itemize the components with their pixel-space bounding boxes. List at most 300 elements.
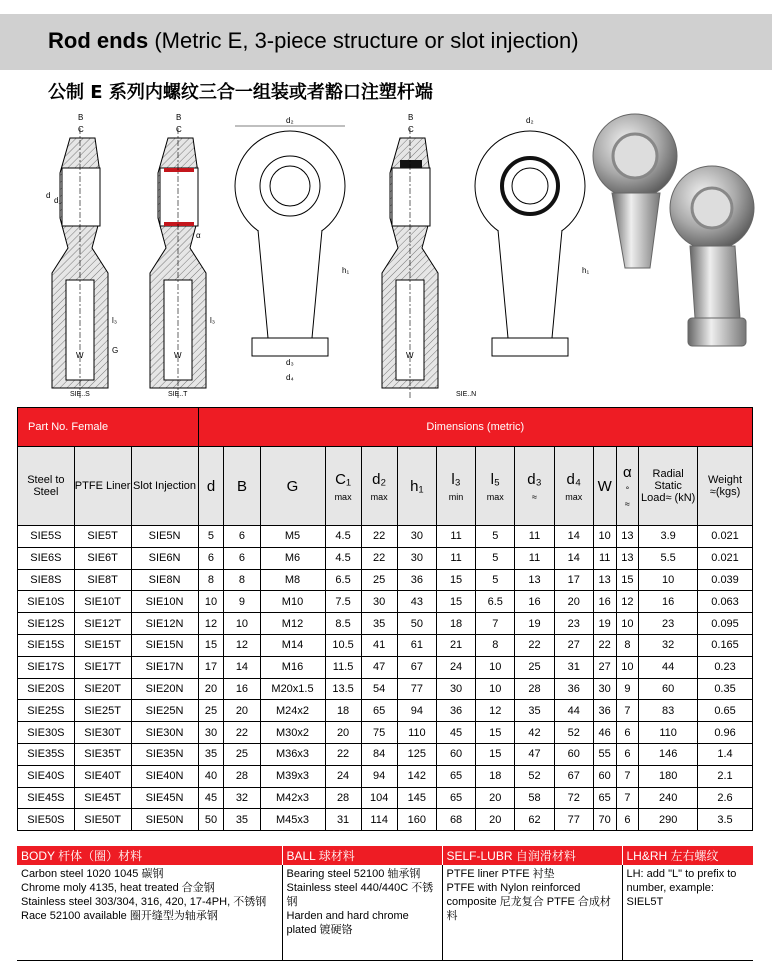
table-cell: 8.5 xyxy=(325,613,361,635)
part-no-header: Part No. Female xyxy=(18,408,199,447)
table-cell: 110 xyxy=(397,722,436,744)
table-cell: 125 xyxy=(397,743,436,765)
table-cell: 13 xyxy=(616,547,639,569)
table-row xyxy=(18,591,753,613)
table-cell: M5 xyxy=(260,526,325,548)
caption-s: SIE..S xyxy=(70,391,90,398)
table-cell: SIE17S xyxy=(18,656,75,678)
table-cell: M14 xyxy=(260,634,325,656)
table-cell: SIE6S xyxy=(18,547,75,569)
table-row xyxy=(18,547,753,569)
table-cell: 22 xyxy=(515,634,554,656)
col-ptfe: PTFE Liner xyxy=(74,447,131,526)
table-cell: 15 xyxy=(198,634,224,656)
table-cell: 5 xyxy=(476,547,515,569)
label-b: B xyxy=(176,113,182,122)
table-cell: SIE40N xyxy=(131,765,198,787)
table-cell: 60 xyxy=(436,743,475,765)
table-cell: 24 xyxy=(325,765,361,787)
table-cell: 25 xyxy=(198,700,224,722)
ball-material-text: Bearing steel 52100 轴承钢 Stainless steel 440/440C 不锈钢 Harden and hard chrome plated 镀硬铬 xyxy=(282,865,442,960)
table-cell: 7 xyxy=(616,765,639,787)
table-cell: M10 xyxy=(260,591,325,613)
table-cell: 10 xyxy=(224,613,260,635)
table-cell: 55 xyxy=(593,743,616,765)
table-cell: 11.5 xyxy=(325,656,361,678)
table-cell: 41 xyxy=(361,634,397,656)
table-cell: 0.23 xyxy=(698,656,753,678)
label-c: C xyxy=(176,125,182,134)
label-d2: d₂ xyxy=(526,116,534,125)
table-cell: SIE6T xyxy=(74,547,131,569)
table-cell: 10 xyxy=(593,526,616,548)
table-cell: 20 xyxy=(476,787,515,809)
lhrh-text: LH: add "L" to prefix to number, example: SIEL5T xyxy=(622,865,753,960)
table-cell: 28 xyxy=(224,765,260,787)
table-cell: 0.095 xyxy=(698,613,753,635)
product-photo xyxy=(593,114,754,346)
table-cell: 10 xyxy=(198,591,224,613)
table-cell: 9 xyxy=(224,591,260,613)
table-cell: 12 xyxy=(476,700,515,722)
table-cell: 30 xyxy=(198,722,224,744)
column-headers xyxy=(18,447,753,526)
table-cell: SIE10S xyxy=(18,591,75,613)
table-cell: 23 xyxy=(554,613,593,635)
table-cell: 27 xyxy=(593,656,616,678)
table-cell: 0.021 xyxy=(698,547,753,569)
table-cell: SIE25T xyxy=(74,700,131,722)
table-row xyxy=(18,809,753,831)
table-cell: 22 xyxy=(361,526,397,548)
table-cell: 36 xyxy=(436,700,475,722)
table-cell: 45 xyxy=(436,722,475,744)
table-cell: SIE20N xyxy=(131,678,198,700)
table-cell: 52 xyxy=(515,765,554,787)
table-cell: 20 xyxy=(554,591,593,613)
table-cell: 0.96 xyxy=(698,722,753,744)
table-cell: 6 xyxy=(224,547,260,569)
table-cell: 7 xyxy=(476,613,515,635)
table-cell: 22 xyxy=(325,743,361,765)
table-cell: 11 xyxy=(436,547,475,569)
table-cell: SIE30N xyxy=(131,722,198,744)
table-cell: 45 xyxy=(198,787,224,809)
table-row xyxy=(18,656,753,678)
table-cell: 0.35 xyxy=(698,678,753,700)
col-load: Radial Static Load≈ (kN) xyxy=(639,447,698,526)
table-cell: 54 xyxy=(361,678,397,700)
table-cell: SIE5S xyxy=(18,526,75,548)
table-row xyxy=(18,613,753,635)
table-cell: 47 xyxy=(361,656,397,678)
table-cell: 16 xyxy=(224,678,260,700)
label-c: C xyxy=(78,125,84,134)
table-cell: 2.6 xyxy=(698,787,753,809)
label-alpha: α xyxy=(196,231,201,240)
table-cell: 13 xyxy=(515,569,554,591)
lhrh-title: LH&RH 左右螺纹 xyxy=(622,846,753,865)
table-cell: 145 xyxy=(397,787,436,809)
table-cell: SIE12S xyxy=(18,613,75,635)
table-cell: M45x3 xyxy=(260,809,325,831)
table-cell: M6 xyxy=(260,547,325,569)
table-cell: 0.063 xyxy=(698,591,753,613)
label-w: W xyxy=(174,351,182,360)
table-cell: SIE40T xyxy=(74,765,131,787)
label-d1: d₁ xyxy=(54,196,62,205)
table-cell: 13 xyxy=(593,569,616,591)
col-d4: d₄ max xyxy=(554,447,593,526)
table-row xyxy=(18,722,753,744)
label-l3: l₃ xyxy=(112,316,118,325)
table-cell: 35 xyxy=(224,809,260,831)
table-cell: 27 xyxy=(554,634,593,656)
label-g: G xyxy=(112,346,119,355)
body-material-title: BODY 杆体（圈）材料 xyxy=(17,846,282,865)
table-cell: 58 xyxy=(515,787,554,809)
table-cell: 20 xyxy=(476,809,515,831)
table-cell: 6 xyxy=(616,809,639,831)
col-d: d xyxy=(198,447,224,526)
table-cell: 14 xyxy=(224,656,260,678)
table-cell: 6 xyxy=(198,547,224,569)
table-cell: 4.5 xyxy=(325,526,361,548)
table-cell: 22 xyxy=(593,634,616,656)
table-cell: M12 xyxy=(260,613,325,635)
ball-material-title: BALL 球材料 xyxy=(282,846,442,865)
table-cell: M24x2 xyxy=(260,700,325,722)
table-cell: SIE8N xyxy=(131,569,198,591)
col-g: G xyxy=(260,447,325,526)
table-cell: 75 xyxy=(361,722,397,744)
table-cell: 60 xyxy=(554,743,593,765)
table-cell: SIE8S xyxy=(18,569,75,591)
table-cell: 7.5 xyxy=(325,591,361,613)
table-cell: 28 xyxy=(325,787,361,809)
table-cell: 142 xyxy=(397,765,436,787)
table-cell: 23 xyxy=(639,613,698,635)
table-cell: 77 xyxy=(554,809,593,831)
section-view-t xyxy=(150,113,215,398)
table-cell: 30 xyxy=(397,526,436,548)
table-row xyxy=(18,678,753,700)
col-weight: Weight ≈(kgs) xyxy=(698,447,753,526)
table-cell: 20 xyxy=(198,678,224,700)
table-cell: 94 xyxy=(397,700,436,722)
table-cell: 10 xyxy=(476,656,515,678)
col-d2: d₂ max xyxy=(361,447,397,526)
table-cell: 1.4 xyxy=(698,743,753,765)
table-cell: SIE12T xyxy=(74,613,131,635)
col-h1: h₁ xyxy=(397,447,436,526)
label-d3: d₃ xyxy=(286,358,294,367)
table-cell: 19 xyxy=(515,613,554,635)
body-material-text: Carbon steel 1020 1045 碳钢 Chrome moly 4135, heat treated 合金钢 Stainless steel 303/304, 316, 420, 17-4PH, 不锈钢 Race 52100 available 圈开缝型为轴承钢 xyxy=(17,865,282,960)
table-cell: 72 xyxy=(554,787,593,809)
table-cell: SIE10T xyxy=(74,591,131,613)
table-cell: 7 xyxy=(616,787,639,809)
table-cell: SIE50S xyxy=(18,809,75,831)
table-cell: 35 xyxy=(515,700,554,722)
label-b: B xyxy=(408,113,414,122)
col-w: W xyxy=(593,447,616,526)
table-cell: SIE15T xyxy=(74,634,131,656)
table-cell: M8 xyxy=(260,569,325,591)
table-cell: 50 xyxy=(198,809,224,831)
label-d4: d₄ xyxy=(286,373,294,382)
table-cell: 0.039 xyxy=(698,569,753,591)
section-view-n xyxy=(382,113,476,398)
table-cell: SIE10N xyxy=(131,591,198,613)
table-cell: 5 xyxy=(198,526,224,548)
table-cell: 0.021 xyxy=(698,526,753,548)
table-cell: 11 xyxy=(436,526,475,548)
table-cell: 20 xyxy=(325,722,361,744)
table-cell: 20 xyxy=(224,700,260,722)
table-cell: 30 xyxy=(436,678,475,700)
table-cell: 60 xyxy=(639,678,698,700)
table-cell: 3.9 xyxy=(639,526,698,548)
table-cell: 15 xyxy=(436,569,475,591)
table-cell: 12 xyxy=(198,613,224,635)
table-cell: 83 xyxy=(639,700,698,722)
table-cell: 65 xyxy=(593,787,616,809)
table-cell: 290 xyxy=(639,809,698,831)
col-l5: l₅ max xyxy=(476,447,515,526)
label-d: d xyxy=(46,191,51,200)
table-cell: 61 xyxy=(397,634,436,656)
table-cell: 70 xyxy=(593,809,616,831)
table-cell: 21 xyxy=(436,634,475,656)
table-cell: 8 xyxy=(476,634,515,656)
label-b: B xyxy=(78,113,84,122)
table-cell: 22 xyxy=(224,722,260,744)
table-cell: 5 xyxy=(476,526,515,548)
page-subtitle: 公制 E 系列内螺纹三合一组装或者豁口注塑杆端 xyxy=(48,82,433,103)
table-cell: 10 xyxy=(476,678,515,700)
table-cell: SIE35T xyxy=(74,743,131,765)
lubr-material-title: SELF-LUBR 自润滑材料 xyxy=(442,846,622,865)
table-cell: 67 xyxy=(397,656,436,678)
table-cell: SIE15S xyxy=(18,634,75,656)
table-cell: M39x3 xyxy=(260,765,325,787)
table-cell: 43 xyxy=(397,591,436,613)
table-cell: 50 xyxy=(397,613,436,635)
table-cell: 65 xyxy=(361,700,397,722)
table-cell: 68 xyxy=(436,809,475,831)
table-cell: 30 xyxy=(361,591,397,613)
dimensions-header: Dimensions (metric) xyxy=(198,408,752,447)
table-cell: 36 xyxy=(397,569,436,591)
col-steel: Steel to Steel xyxy=(18,447,75,526)
label-h1: h₁ xyxy=(582,266,590,275)
table-cell: 110 xyxy=(639,722,698,744)
table-cell: 3.5 xyxy=(698,809,753,831)
table-cell: M30x2 xyxy=(260,722,325,744)
front-view-2 xyxy=(475,116,589,356)
table-cell: 67 xyxy=(554,765,593,787)
col-slot: Slot Injection xyxy=(131,447,198,526)
table-cell: 6 xyxy=(616,722,639,744)
table-cell: 77 xyxy=(397,678,436,700)
table-cell: 65 xyxy=(436,765,475,787)
table-cell: 6 xyxy=(224,526,260,548)
table-cell: SIE30T xyxy=(74,722,131,744)
table-cell: SIE20S xyxy=(18,678,75,700)
col-d3: d₃ ≈ xyxy=(515,447,554,526)
table-cell: 44 xyxy=(554,700,593,722)
label-w: W xyxy=(406,351,414,360)
label-w: W xyxy=(76,351,84,360)
table-cell: 32 xyxy=(639,634,698,656)
table-cell: 13.5 xyxy=(325,678,361,700)
table-cell: SIE40S xyxy=(18,765,75,787)
table-cell: 60 xyxy=(593,765,616,787)
table-row xyxy=(18,787,753,809)
table-cell: SIE25N xyxy=(131,700,198,722)
table-cell: 104 xyxy=(361,787,397,809)
table-row xyxy=(18,743,753,765)
table-cell: 22 xyxy=(361,547,397,569)
table-cell: 16 xyxy=(639,591,698,613)
table-cell: SIE45T xyxy=(74,787,131,809)
table-cell: SIE15N xyxy=(131,634,198,656)
col-c1: C₁ max xyxy=(325,447,361,526)
table-cell: 18 xyxy=(476,765,515,787)
table-cell: 11 xyxy=(515,547,554,569)
table-cell: SIE17N xyxy=(131,656,198,678)
table-cell: 19 xyxy=(593,613,616,635)
table-cell: 16 xyxy=(515,591,554,613)
table-cell: 84 xyxy=(361,743,397,765)
table-cell: M36x3 xyxy=(260,743,325,765)
label-c: C xyxy=(408,125,414,134)
caption-t: SIE..T xyxy=(168,391,188,398)
table-cell: 17 xyxy=(554,569,593,591)
table-cell: 180 xyxy=(639,765,698,787)
table-cell: 25 xyxy=(515,656,554,678)
table-cell: SIE20T xyxy=(74,678,131,700)
table-cell: 8 xyxy=(616,634,639,656)
table-cell: 7 xyxy=(616,700,639,722)
front-view-1 xyxy=(235,116,349,382)
table-cell: 24 xyxy=(436,656,475,678)
col-b: B xyxy=(224,447,260,526)
table-cell: 2.1 xyxy=(698,765,753,787)
table-cell: 11 xyxy=(593,547,616,569)
label-d2: d₂ xyxy=(286,116,294,125)
table-cell: 46 xyxy=(593,722,616,744)
table-cell: 62 xyxy=(515,809,554,831)
technical-drawings xyxy=(0,108,772,403)
table-cell: SIE50T xyxy=(74,809,131,831)
table-cell: 44 xyxy=(639,656,698,678)
table-cell: SIE35N xyxy=(131,743,198,765)
table-cell: 114 xyxy=(361,809,397,831)
table-cell: 15 xyxy=(436,591,475,613)
table-cell: 36 xyxy=(554,678,593,700)
table-cell: SIE25S xyxy=(18,700,75,722)
table-cell: 10.5 xyxy=(325,634,361,656)
table-cell: 18 xyxy=(325,700,361,722)
table-cell: 240 xyxy=(639,787,698,809)
table-cell: 15 xyxy=(616,569,639,591)
table-cell: 14 xyxy=(554,526,593,548)
table-cell: 25 xyxy=(361,569,397,591)
table-cell: 36 xyxy=(593,700,616,722)
table-cell: 10 xyxy=(616,613,639,635)
table-cell: 12 xyxy=(616,591,639,613)
table-cell: 6.5 xyxy=(325,569,361,591)
table-cell: 146 xyxy=(639,743,698,765)
materials-table xyxy=(17,846,754,961)
table-cell: 12 xyxy=(224,634,260,656)
section-view-s xyxy=(46,113,118,398)
table-cell: M16 xyxy=(260,656,325,678)
table-cell: 40 xyxy=(198,765,224,787)
table-cell: SIE45N xyxy=(131,787,198,809)
table-row xyxy=(18,526,753,548)
table-cell: 30 xyxy=(593,678,616,700)
table-cell: 5 xyxy=(476,569,515,591)
table-row xyxy=(18,765,753,787)
table-cell: 4.5 xyxy=(325,547,361,569)
table-cell: 25 xyxy=(224,743,260,765)
table-cell: SIE6N xyxy=(131,547,198,569)
table-cell: M20x1.5 xyxy=(260,678,325,700)
table-cell: 8 xyxy=(224,569,260,591)
table-cell: SIE12N xyxy=(131,613,198,635)
table-cell: SIE50N xyxy=(131,809,198,831)
table-cell: 160 xyxy=(397,809,436,831)
table-cell: SIE30S xyxy=(18,722,75,744)
table-row xyxy=(18,634,753,656)
table-cell: 6.5 xyxy=(476,591,515,613)
dimensions-table xyxy=(17,407,753,831)
table-cell: 35 xyxy=(361,613,397,635)
table-cell: 5.5 xyxy=(639,547,698,569)
table-cell: 13 xyxy=(616,526,639,548)
table-cell: 15 xyxy=(476,743,515,765)
lubr-material-text: PTFE liner PTFE 衬垫 PTFE with Nylon reinforced composite 尼龙复合 PTFE 合成材料 xyxy=(442,865,622,960)
table-cell: 42 xyxy=(515,722,554,744)
table-cell: 10 xyxy=(639,569,698,591)
table-cell: 9 xyxy=(616,678,639,700)
table-cell: 15 xyxy=(476,722,515,744)
table-cell: 52 xyxy=(554,722,593,744)
col-alpha: α ° ≈ xyxy=(616,447,639,526)
table-cell: 47 xyxy=(515,743,554,765)
table-cell: 28 xyxy=(515,678,554,700)
caption-n: SIE..N xyxy=(456,391,477,398)
table-cell: SIE5N xyxy=(131,526,198,548)
table-cell: 0.165 xyxy=(698,634,753,656)
table-cell: 94 xyxy=(361,765,397,787)
table-cell: 31 xyxy=(554,656,593,678)
table-row xyxy=(18,700,753,722)
table-cell: 14 xyxy=(554,547,593,569)
table-cell: 65 xyxy=(436,787,475,809)
table-cell: 32 xyxy=(224,787,260,809)
table-cell: 0.65 xyxy=(698,700,753,722)
table-cell: 6 xyxy=(616,743,639,765)
table-cell: 30 xyxy=(397,547,436,569)
table-cell: SIE5T xyxy=(74,526,131,548)
col-l3: l₃ min xyxy=(436,447,475,526)
table-cell: 8 xyxy=(198,569,224,591)
table-cell: SIE35S xyxy=(18,743,75,765)
